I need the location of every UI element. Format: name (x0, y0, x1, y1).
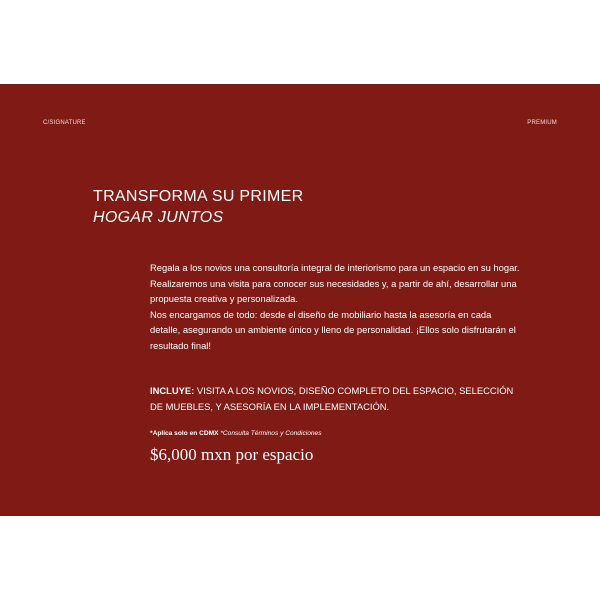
description-paragraph-1: Regala a los novios una consultoría integral de interiorismo para un espacio en su hogar. Realizaremos una visita para conocer sus necesidades y, a partir de ahí, desarrollar una propuesta creativa y personalizada. (150, 262, 520, 305)
cdmx-note: *Aplica solo en CDMX (150, 430, 219, 437)
includes-label: INCLUYE: (150, 385, 195, 396)
description (150, 260, 520, 354)
brand-label: C/SIGNATURE (43, 120, 86, 126)
premium-card (0, 84, 600, 516)
price: $6,000 mxn por espacio (150, 445, 314, 464)
title-line-2: HOGAR JUNTOS (93, 209, 224, 226)
title-line-1: TRANSFORMA SU PRIMER (93, 188, 304, 205)
includes-section (150, 383, 520, 414)
includes-text: VISITA A LOS NOVIOS, DISEÑO COMPLETO DEL ESPACIO, SELECCIÓN DE MUEBLES, Y ASESORÍA EN LA IMPLEMENTACIÓN. (150, 385, 514, 412)
tier-label: PREMIUM (527, 120, 557, 126)
terms-note (150, 430, 322, 437)
terms-link: *Consulta Términos y Condiciones (218, 430, 322, 437)
description-paragraph-2: Nos encargamos de todo: desde el diseño de mobiliario hasta la asesoría en cada detalle, asegurando un ambiente único y lleno de personalidad. ¡Ellos solo disfrutarán el resultado final! (150, 308, 516, 351)
page-title (93, 186, 303, 228)
